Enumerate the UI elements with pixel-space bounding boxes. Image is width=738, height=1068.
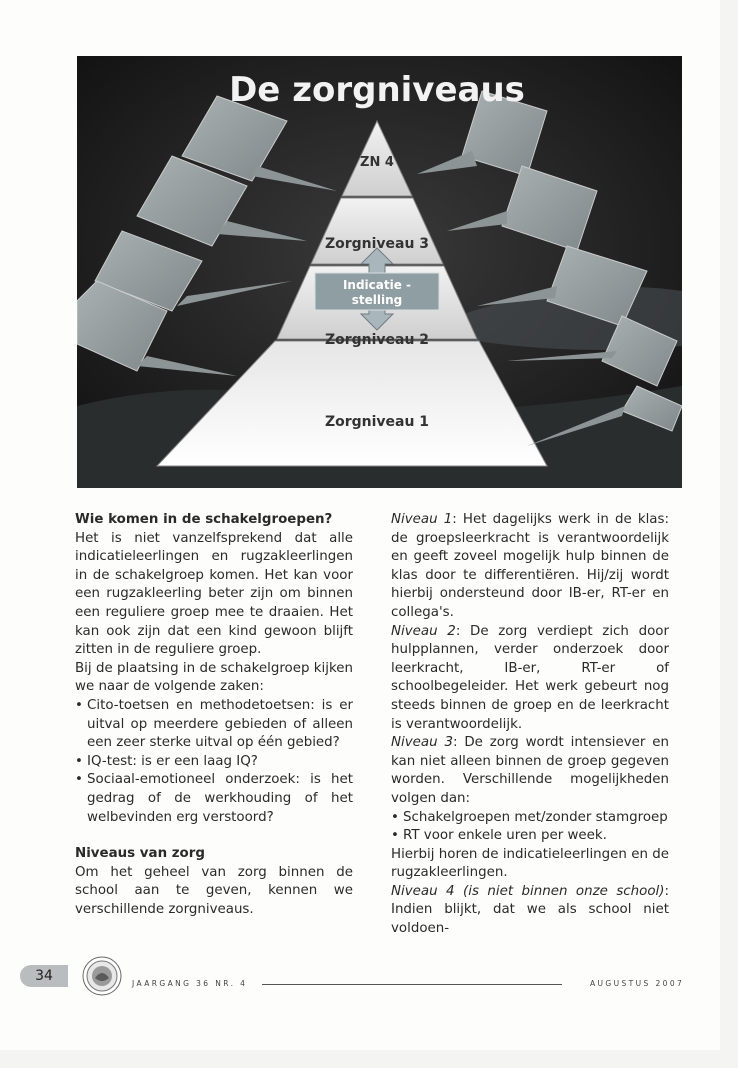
- footer-volume: JAARGANG 36 NR. 4: [132, 979, 248, 988]
- left-column: [75, 511, 353, 919]
- label-zn4: ZN 4: [360, 155, 394, 170]
- paragraph-indicatieleerlingen: Hierbij horen de indicatieleerlingen en de rugzakleerlingen.: [391, 846, 669, 881]
- paragraph-niveau-4: [391, 883, 669, 939]
- niveau-3-text: : De zorg wordt intensiever en kan niet alleen binnen de groep gegeven worden. Verschillende mogelijkheden volgen dan:: [391, 735, 670, 806]
- list-item: • Sociaal-emotioneel onderzoek: is het gedrag of de werkhouding of het welbevinden erg verstoord?: [75, 771, 353, 827]
- mogelijkheden-list: [391, 809, 669, 846]
- niveau-1-label: Niveau 1: [391, 512, 453, 527]
- niveau-4-label: Niveau 4 (is niet binnen onze school): [391, 883, 665, 899]
- label-zorgniveau-1: Zorgniveau 1: [324, 414, 430, 430]
- label-zorgniveau-3: Zorgniveau 3: [324, 236, 430, 252]
- list-item: • IQ-test: is er een laag IQ?: [75, 753, 353, 772]
- list-item: • Schakelgroepen met/zonder stamgroep: [391, 809, 669, 828]
- niveau-2-text: : De zorg verdiept zich door hulpplannen, verder onderzoek door leerkracht, IB-er, RT-er of schoolbegeleider. Het werk gebeurt nog steeds binnen de groep en de leerkracht is verantwoordelijk.: [391, 623, 669, 732]
- criteria-list: [75, 697, 353, 827]
- paragraph-niveau-1: [391, 511, 669, 623]
- list-item: • RT voor enkele uren per week.: [391, 827, 669, 846]
- niveau-2-label: Niveau 2: [391, 623, 456, 639]
- school-seal-icon: [82, 956, 122, 996]
- paragraph-niveau-2: [391, 623, 669, 735]
- right-column: [391, 511, 669, 939]
- heading-schakelgroepen: Wie komen in de schakelgroepen?: [75, 512, 333, 527]
- label-stelling: stelling: [351, 293, 403, 307]
- page-number: 34: [20, 965, 68, 987]
- footer-rule: [262, 984, 562, 985]
- label-zorgniveau-2: Zorgniveau 2: [324, 332, 430, 348]
- niveau-4-text: : Indien blijkt, dat we als school niet voldoen-: [391, 883, 669, 937]
- paragraph-intro: Het is niet vanzelfsprekend dat alle indicatieleerlingen en rugzakleerlingen in de schakelgroep komen. Het kan voor een rugzakleerling beter zijn om binnen een reguliere groep mee te draaien. Het kan ook zijn dat een kind gewoon blijft zitten in de reguliere groep.: [75, 530, 353, 658]
- label-indicatie: Indicatie -: [342, 278, 412, 292]
- niveau-3-label: Niveau 3: [391, 735, 453, 751]
- footer-date: AUGUSTUS 2007: [590, 979, 685, 988]
- zorgniveaus-figure: [77, 56, 682, 488]
- page-footer: [0, 956, 720, 996]
- figure-title: De zorgniveaus: [229, 70, 525, 110]
- pyramid-diagram: [77, 56, 682, 488]
- paragraph-niveau-3: [391, 734, 669, 808]
- paragraph-zorgniveaus: Om het geheel van zorg binnen de school aan te geven, kennen we verschillende zorgniveaus.: [75, 864, 353, 917]
- heading-niveaus-van-zorg: Niveaus van zorg: [75, 846, 205, 862]
- list-item: • Cito-toetsen en methodetoetsen: is er uitval op meerdere gebieden of alleen een zeer sterke uitval op één gebied?: [75, 697, 353, 753]
- niveau-1-text: : Het dagelijks werk in de klas: de groepsleerkracht is verantwoordelijk en geeft zoveel mogelijk hulp binnen de klas door te differentiëren. Hij/zij wordt hierbij ondersteund door IB-er, RT-er en collega's.: [391, 512, 669, 620]
- paragraph-plaatsing: Bij de plaatsing in de schakelgroep kijken we naar de volgende zaken:: [75, 660, 353, 695]
